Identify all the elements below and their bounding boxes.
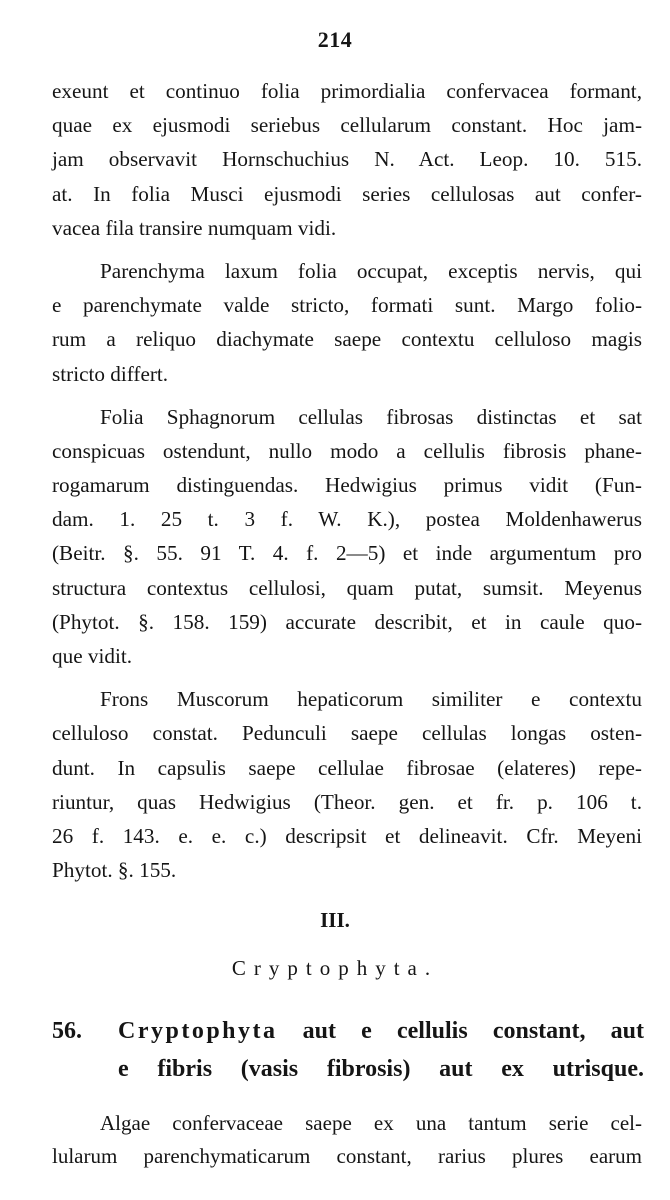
text-line: Parenchyma laxum folia occupat, exceptis nervis, qui bbox=[100, 258, 642, 283]
text-line: vacea fila transire numquam vidi. bbox=[52, 215, 337, 240]
paragraph-gap bbox=[52, 673, 642, 682]
paragraph bbox=[52, 1107, 642, 1173]
text-line: jam observavit Hornschuchius N. Act. Leop. 10. 515. bbox=[52, 147, 642, 172]
text-line: riuntur, quas Hedwigius (Theor. gen. et fr. p. 106 t. bbox=[52, 789, 642, 814]
heading-term: Cryptophyta bbox=[118, 1018, 278, 1044]
text-line: Algae confervaceae saepe ex una tantum serie cel- bbox=[100, 1111, 642, 1135]
text-line: dunt. In capsulis saepe cellulae fibrosae (elateres) repe- bbox=[52, 755, 642, 780]
text-line: exeunt et continuo folia primordialia confervacea formant, bbox=[52, 79, 642, 103]
paragraph-gap bbox=[52, 391, 642, 400]
paragraph bbox=[52, 400, 642, 674]
body-text bbox=[52, 74, 642, 887]
paragraph-gap bbox=[52, 245, 642, 254]
heading-line: e fibris (vasis fibrosis) aut ex utrisque. bbox=[118, 1056, 644, 1082]
text-line: structura contextus cellulosi, quam putat, sumsit. Meyenus bbox=[52, 575, 642, 600]
heading-line bbox=[118, 1012, 644, 1050]
text-line: que vidit. bbox=[52, 644, 133, 668]
text-line: at. In folia Musci ejusmodi series cellulosas aut confer- bbox=[52, 181, 642, 206]
text-line: e parenchymate valde stricto, formati sunt. Margo folio- bbox=[52, 293, 642, 318]
text-line: Frons Muscorum hepaticorum similiter e contextu bbox=[100, 687, 642, 712]
section-number: III. bbox=[320, 908, 350, 932]
text-line: (Beitr. §. 55. 91 T. 4. f. 2—5) et inde argumentum pro bbox=[52, 541, 642, 566]
paragraph bbox=[52, 74, 642, 245]
heading-line-rest: aut e cellulis constant, aut bbox=[277, 1018, 644, 1044]
text-line: 26 f. 143. e. e. c.) descripsit et delineavit. Cfr. Meyeni bbox=[52, 823, 642, 848]
text-line: rogamarum distinguendas. Hedwigius primus vidit (Fun- bbox=[52, 473, 642, 498]
text-line: Phytot. §. 155. bbox=[52, 858, 177, 883]
text-line: rum a reliquo diachymate saepe contextu celluloso magis bbox=[52, 327, 642, 352]
text-line: dam. 1. 25 t. 3 f. W. K.), postea Moldenhawerus bbox=[52, 507, 642, 532]
text-line: conspicuas ostendunt, nullo modo a cellulis fibrosis phane- bbox=[52, 438, 642, 463]
text-line: Folia Sphagnorum cellulas fibrosas distinctas et sat bbox=[100, 404, 642, 429]
text-line: celluloso constat. Pedunculi saepe cellulas longas osten- bbox=[52, 721, 642, 746]
section-title: Cryptophyta. bbox=[231, 956, 439, 980]
heading-number: 56. bbox=[52, 1018, 82, 1044]
text-line: quae ex ejusmodi seriebus cellularum constant. Hoc jam- bbox=[52, 113, 642, 138]
text-line: (Phytot. §. 158. 159) accurate describit, et in caule quo- bbox=[52, 609, 642, 634]
page-number: 214 bbox=[317, 27, 353, 52]
paragraph bbox=[52, 682, 642, 887]
text-line: lularum parenchymaticarum constant, rarius plures earum bbox=[52, 1144, 642, 1168]
paragraph bbox=[52, 254, 642, 391]
text-line: stricto differt. bbox=[52, 361, 169, 386]
heading-text bbox=[118, 1012, 644, 1088]
